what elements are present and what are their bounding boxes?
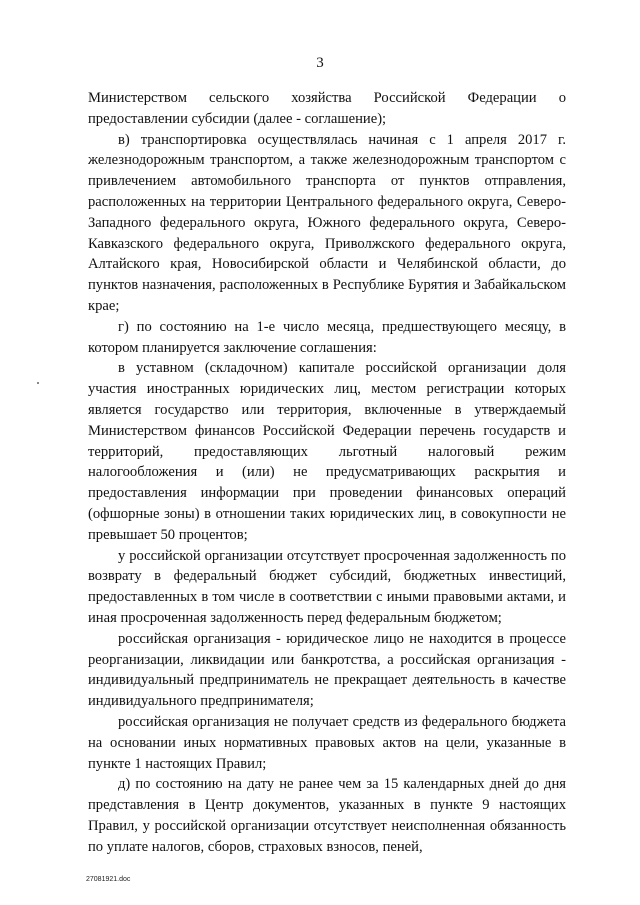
- paragraph-continuation: Министерством сельского хозяйства Российской Федерации о предоставлении субсидии (далее - соглашение);: [88, 90, 566, 127]
- margin-mark: [37, 382, 39, 384]
- paragraph-item-v: в) транспортировка осуществлялась начиная с 1 апреля 2017 г. железнодорожным транспортом, а также железнодорожным транспортом с привлечением автомобильного транспорта от пунктов отправления, расположенных на территории Центрального федерального округа, Северо-Западного федерального округа, Южного федерального округа, Северо-Кавказского федерального округа, Приволжского федерального округа, Алтайского края, Новосибирской области и Челябинской области, до пунктов назначения, расположенных в Республике Бурятия и Забайкальском крае;: [88, 131, 566, 314]
- footer-filename: 27081921.doc: [86, 876, 131, 883]
- paragraph-item-g: г) по состоянию на 1-е число месяца, предшествующего месяцу, в котором планируется заключение соглашения:: [88, 318, 566, 356]
- paragraph-foreign-share: в уставном (складочном) капитале российской организации доля участия иностранных юридических лиц, местом регистрации которых является государство или территория, включенные в утверждаемый Министерством финансов Российской Федерации перечень государств и территорий, предоставляющих льготный налоговый режим налогообложения и (или) не предусматривающих раскрытия и предоставления информации при проведении финансовых операций (офшорные зоны) в отношении таких юридических лиц, в совокупности не превышает 50 процентов;: [88, 360, 566, 543]
- paragraph-no-other-funds: российская организация не получает средств из федерального бюджета на основании иных нормативных правовых актов на цели, указанные в пункте 1 настоящих Правил;: [88, 713, 566, 772]
- paragraph-reorganization: российская организация - юридическое лицо не находится в процессе реорганизации, ликвидации или банкротства, а российская организация - индивидуальный предприниматель не прекращает деятельность в качестве индивидуального предпринимателя;: [88, 630, 566, 710]
- document-body: [88, 88, 566, 857]
- paragraph-debt: у российской организации отсутствует просроченная задолженность по возврату в федеральный бюджет субсидий, бюджетных инвестиций, предоставленных в том числе в соответствии с иными правовыми актами, и иная просроченная задолженность перед федеральным бюджетом;: [88, 547, 566, 626]
- paragraph-item-d: д) по состоянию на дату не ранее чем за 15 календарных дней до дня представления в Центр документов, указанных в пункте 9 настоящих Правил, у российской организации отсутствует неисполненная обязанность по уплате налогов, сборов, страховых взносов, пеней,: [88, 776, 566, 855]
- page-number: 3: [316, 55, 324, 71]
